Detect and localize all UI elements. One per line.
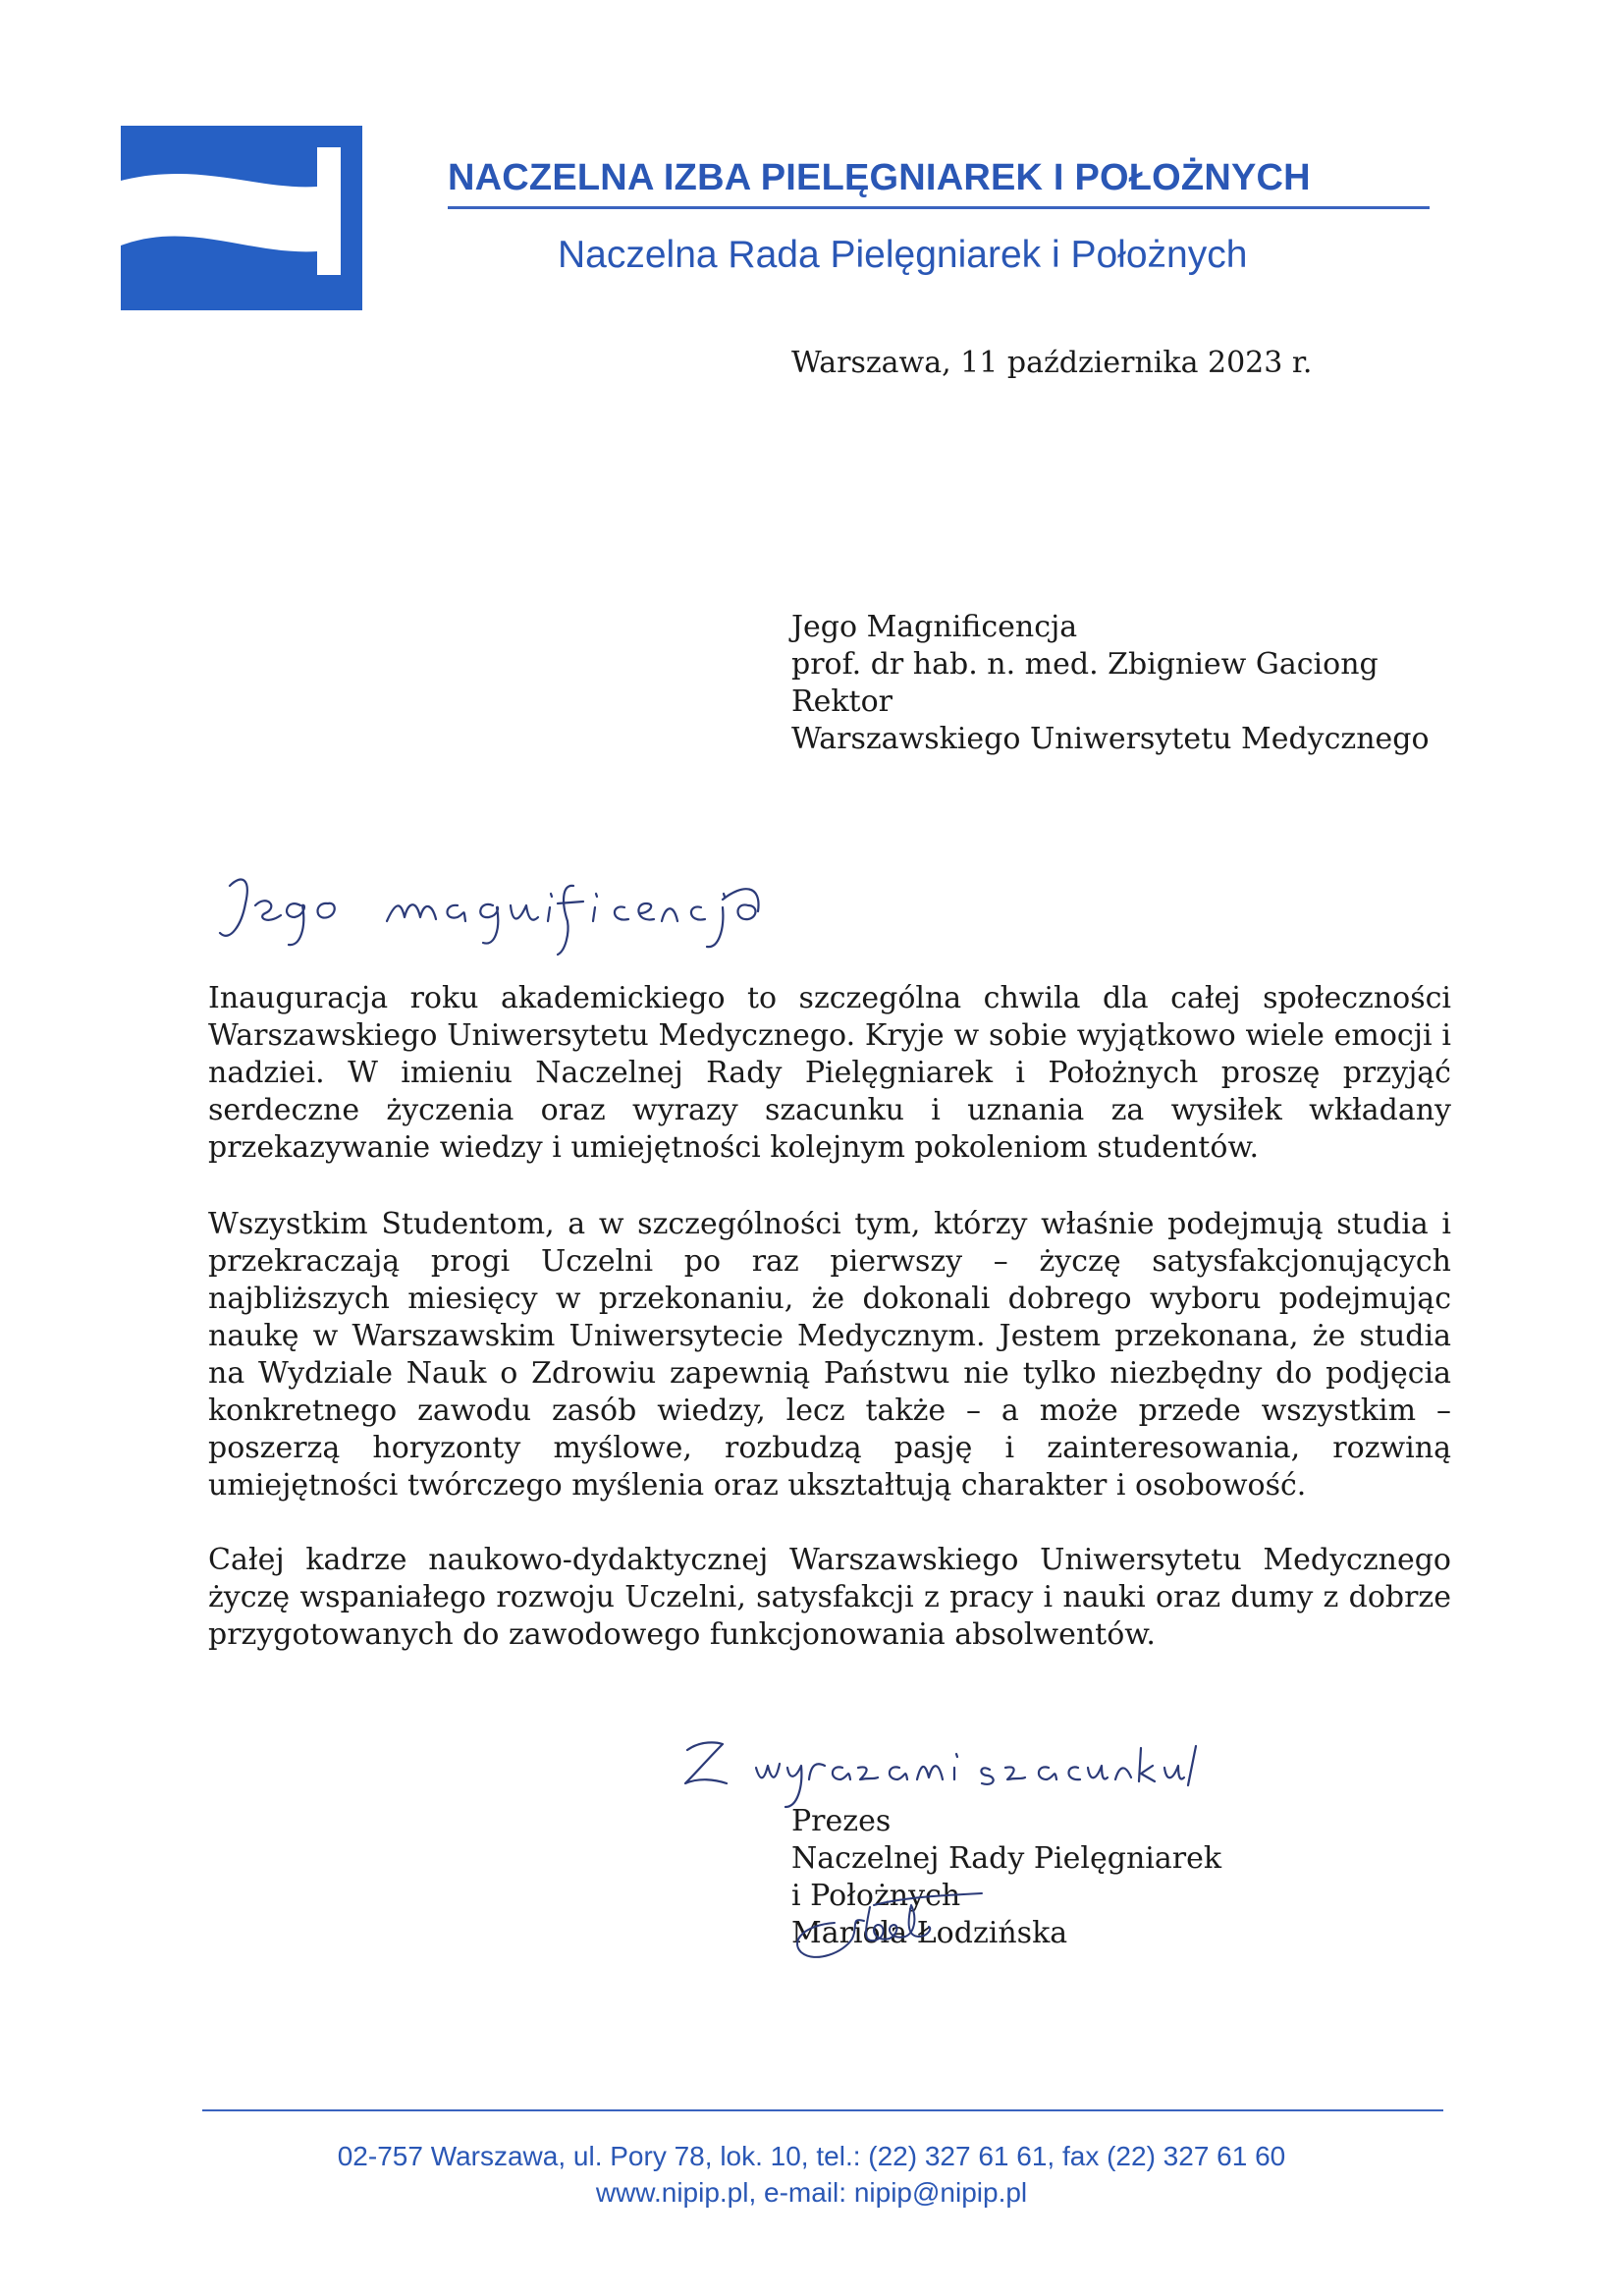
- body-paragraph-2-text: Wszystkim Studentom, a w szczególności tym, którzy właśnie podejmują studia i przekraczają progi Uczelni po raz pierwszy – życzę satysfakcjonujących najbliższych miesięcy w przekonaniu, że dokonali dobrego wyboru podejmując naukę w Warszawskim Uniwersytecie Medycznym. Jestem przekonana, że studia na Wydziale Nauk o Zdrowiu zapewnią Państwu nie tylko niezbędny do podjęcia konkretnego zawodu zasób wiedzy, lecz także – a może przede wszystkim – poszerzą horyzonty myślowe, rozbudzą pasję i zainteresowania, rozwiną umiejętności twórczego myślenia oraz ukształtują charakter i osobowość.: [208, 1207, 1451, 1503]
- handwritten-salutation: [212, 864, 821, 972]
- addressee-block: [791, 609, 1430, 758]
- signatory-body: Naczelnej Rady Pielęgniarek: [791, 1841, 1222, 1876]
- signatory-title: Prezes: [791, 1804, 892, 1838]
- signatory-name: Mariola Łodzińska: [791, 1916, 1068, 1950]
- body-paragraph-1-text: Inauguracja roku akademickiego to szczególna chwila dla całej społeczności Warszawskiego Uniwersytetu Medycznego. Kryje w sobie wyjątkowo wiele emocji i nadziei. W imieniu Naczelnej Rady Pielęgniarek i Położnych proszę przyjąć serdeczne życzenia oraz wyrazy szacunku i uznania za wysiłek wkładany przekazywanie wiedzy i umiejętności kolejnym pokoleniom studentów.: [208, 981, 1451, 1165]
- letter-date: Warszawa, 11 października 2023 r.: [791, 346, 1313, 380]
- body-paragraph-3-text: Całej kadrze naukowo-dydaktycznej Warszawskiego Uniwersytetu Medycznego życzę wspaniałego rozwoju Uczelni, satysfakcji z pracy i nauki oraz dumy z dobrze przygotowanych do zawodowego funkcjonowania absolwentów.: [208, 1543, 1451, 1652]
- footer-contact: www.nipip.pl, e-mail: nipip@nipip.pl: [595, 2177, 1028, 2208]
- organization-name: NACZELNA IZBA PIELĘGNIAREK I POŁOŻNYCH: [448, 157, 1311, 198]
- organization-subtitle: Naczelna Rada Pielęgniarek i Położnych: [558, 234, 1248, 276]
- signatory-body-cont: i Położnych: [791, 1879, 961, 1913]
- header-divider: [448, 206, 1430, 209]
- nipip-wave-logo-icon: [121, 126, 362, 310]
- body-paragraph-2: [208, 1206, 1451, 1504]
- body-paragraph-3: [208, 1542, 1451, 1654]
- footer-address: 02-757 Warszawa, ul. Pory 78, lok. 10, tel.: (22) 327 61 61, fax (22) 327 61 60: [337, 2141, 1286, 2171]
- addressee-institution: Warszawskiego Uniwersytetu Medycznego: [791, 722, 1430, 756]
- footer-divider: [202, 2109, 1443, 2111]
- body-paragraph-1: [208, 980, 1451, 1167]
- addressee-name: prof. dr hab. n. med. Zbigniew Gaciong: [791, 647, 1379, 682]
- handwritten-signature: [776, 1878, 1031, 1976]
- addressee-position: Rektor: [791, 684, 893, 719]
- addressee-title: Jego Magnificencja: [791, 610, 1078, 644]
